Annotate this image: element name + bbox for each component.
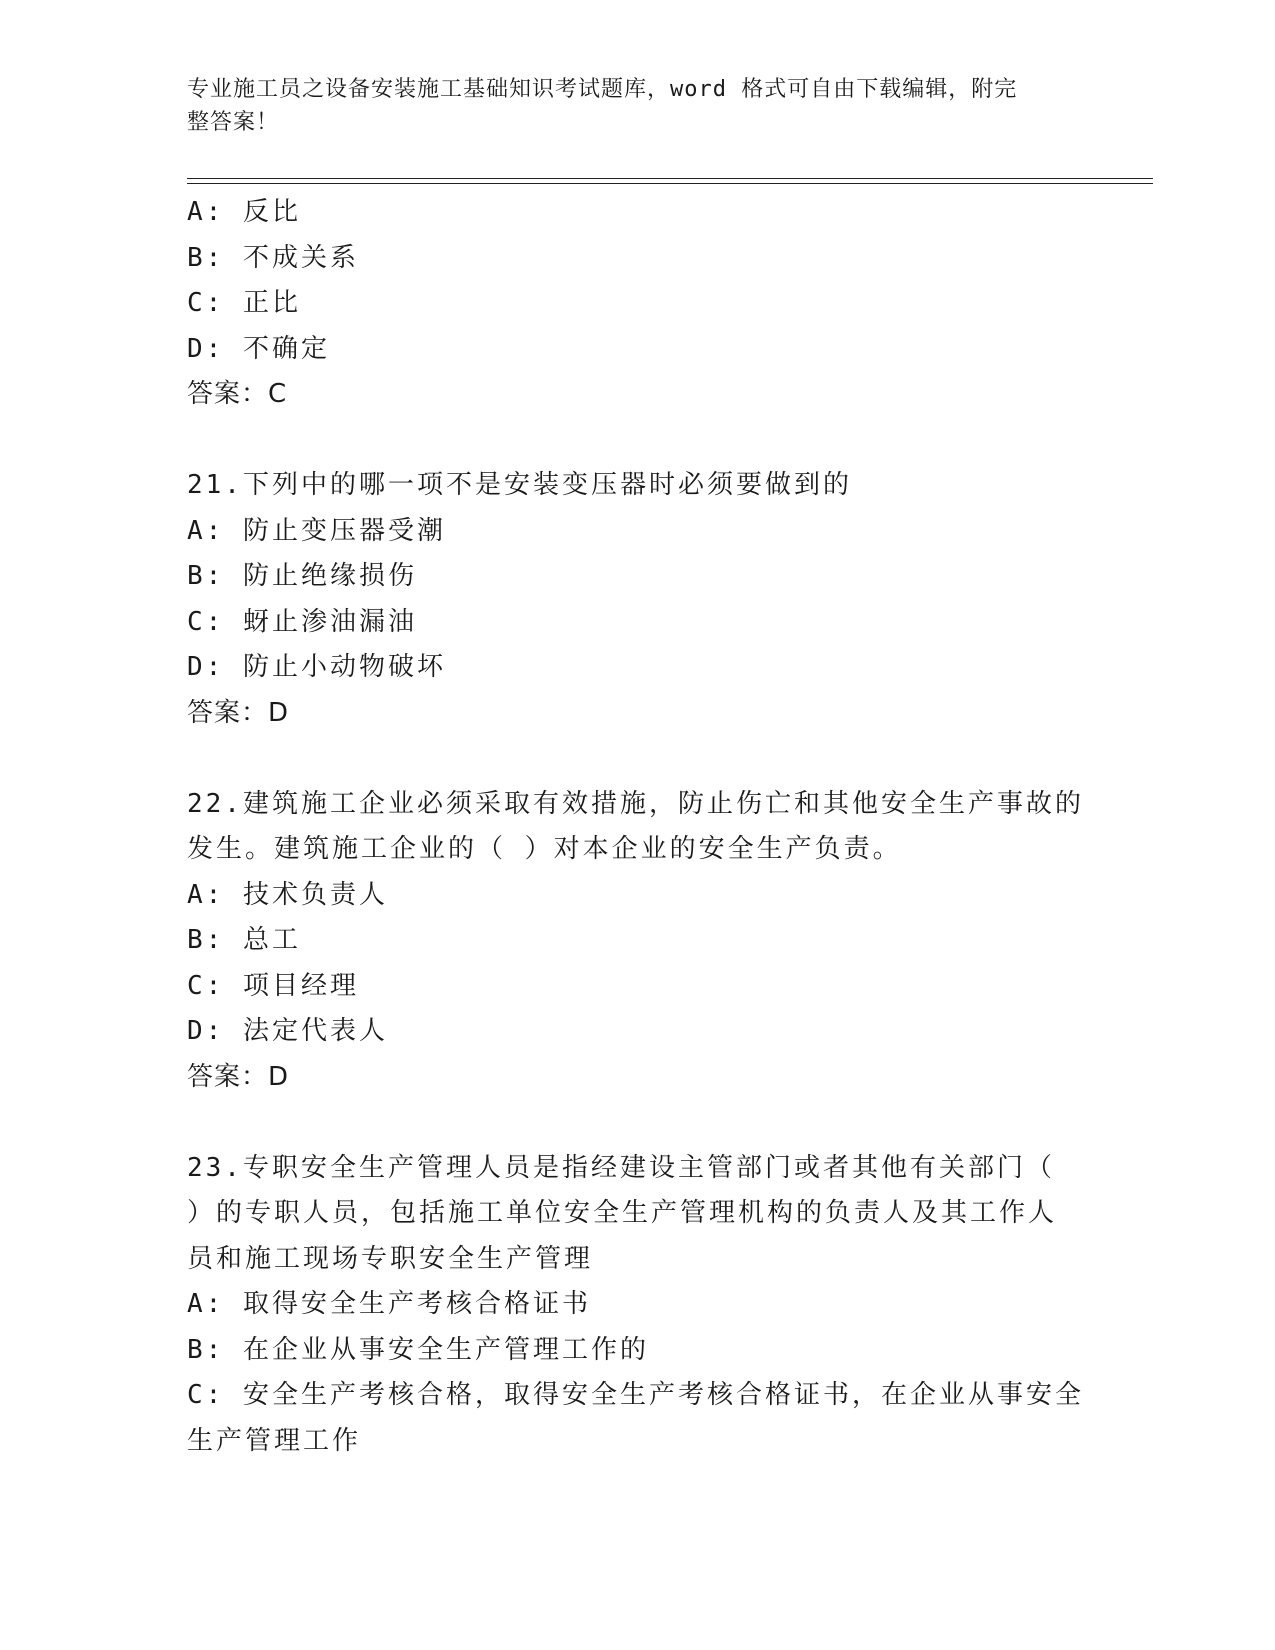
- question-stem: 23.专职安全生产管理人员是指经建设主管部门或者其他有关部门（: [187, 1152, 1055, 1183]
- question-23: [187, 1146, 1087, 1465]
- header-divider-top: [187, 178, 1153, 179]
- option-a: A: 防止变压器受潮: [187, 515, 446, 546]
- header-divider-bottom: [187, 183, 1153, 184]
- question-stem: 22.建筑施工企业必须采取有效措施，防止伤亡和其他安全生产事故的: [187, 788, 1084, 819]
- document-header: [187, 73, 1067, 139]
- answer-line: 答案：D: [187, 1061, 290, 1092]
- answer-line: 答案：C: [187, 379, 288, 409]
- option-c: C: 安全生产考核合格，取得安全生产考核合格证书，在企业从事安全: [187, 1380, 1084, 1410]
- option-d: D: 不确定: [187, 333, 330, 364]
- question-stem: ）的专职人员，包括施工单位安全生产管理机构的负责人及其工作人: [187, 1198, 1058, 1228]
- question-stem: 发生。建筑施工企业的（ ）对本企业的安全生产负责。: [187, 834, 902, 864]
- question-stem: 员和施工现场专职安全生产管理: [187, 1243, 594, 1274]
- question-22: [187, 782, 1087, 1101]
- question-stem: 21.下列中的哪一项不是安装变压器时必须要做到的: [187, 470, 852, 500]
- spacer: [187, 418, 1087, 464]
- option-b: B: 不成关系: [187, 242, 359, 273]
- answer-line: 答案：D: [187, 697, 290, 728]
- option-c: C: 项目经理: [187, 970, 359, 1001]
- header-line-1: 专业施工员之设备安装施工基础知识考试题库，word 格式可自由下载编辑，附完: [187, 77, 1018, 102]
- option-b: B: 在企业从事安全生产管理工作的: [187, 1334, 649, 1365]
- spacer: [187, 736, 1087, 782]
- option-c-continued: 生产管理工作: [187, 1425, 362, 1456]
- spacer: [187, 1100, 1087, 1146]
- option-a: A: 取得安全生产考核合格证书: [187, 1289, 591, 1319]
- question-block-continued: [187, 190, 1087, 418]
- option-d: D: 防止小动物破坏: [187, 652, 446, 682]
- header-line-2: 整答案！: [187, 110, 280, 135]
- question-21: [187, 463, 1087, 736]
- option-d: D: 法定代表人: [187, 1016, 388, 1046]
- option-c: C: 蚜止渗油漏油: [187, 606, 417, 637]
- option-b: B: 总工: [187, 925, 301, 955]
- question-content: [187, 190, 1087, 1464]
- option-a: A: 技术负责人: [187, 879, 388, 910]
- option-c: C: 正比: [187, 288, 301, 318]
- option-a: A: 反比: [187, 197, 301, 227]
- option-b: B: 防止绝缘损伤: [187, 561, 417, 591]
